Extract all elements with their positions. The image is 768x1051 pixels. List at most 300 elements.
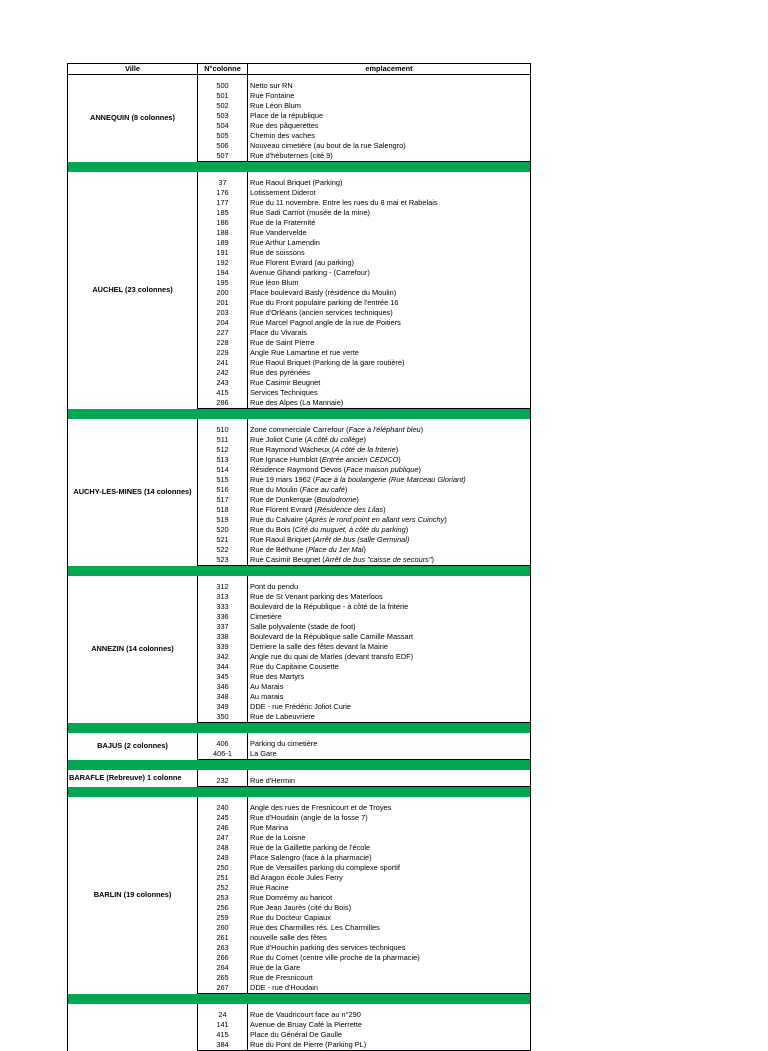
emplacement-text: nouvelle salle des fêtes [250, 933, 327, 942]
colonne-number: 511 [198, 435, 248, 445]
colonne-number: 415 [198, 1030, 248, 1040]
emplacement-cell [248, 465, 531, 475]
colonne-number: 243 [198, 378, 248, 388]
emplacement-note: Face à la boulangerie (Rue Marceau Gloriant) [315, 475, 466, 484]
emplacement-text: Rue d'Hermin [250, 776, 295, 785]
emplacement-text: Rue des Martyrs [250, 672, 305, 681]
colonne-number: 342 [198, 652, 248, 662]
emplacement-text: Salle polyvalente (stade de foot) [250, 622, 356, 631]
emplacement-cell [248, 923, 531, 933]
emplacement-note: Après le rond point en allant vers Cuinchy [307, 515, 445, 524]
colonne-number: 346 [198, 682, 248, 692]
colonne-number: 349 [198, 702, 248, 712]
emplacement-text: Place boulevard Basly (résidence du Moulin) [250, 288, 397, 297]
colonne-number: 517 [198, 495, 248, 505]
emplacement-end: ) [363, 545, 366, 554]
emplacement-cell [248, 813, 531, 823]
emplacement-text: Services Techniques [250, 388, 318, 397]
emplacement-cell [248, 378, 531, 388]
emplacement-cell [248, 652, 531, 662]
emplacement-cell [248, 883, 531, 893]
emplacement-text: Rue Ignace Humblot ( [250, 455, 322, 464]
emplacement-text: Rue du Moulin ( [250, 485, 303, 494]
emplacement-text: Rue du Bois ( [250, 525, 295, 534]
emplacement-cell [248, 973, 531, 983]
emplacement-text: Rue de la Gare [250, 963, 301, 972]
colonne-number: 200 [198, 288, 248, 298]
table-body [68, 75, 531, 1051]
colonne-number: 506 [198, 141, 248, 151]
emplacement-cell [248, 318, 531, 328]
emplacement-text: Rue des Alpes (La Mannaie) [250, 398, 344, 407]
colonne-number: 520 [198, 525, 248, 535]
colonne-number: 415 [198, 388, 248, 398]
emplacement-text: Rue de la Loisne [250, 833, 306, 842]
emplacement-cell [248, 535, 531, 545]
separator-row [68, 409, 531, 420]
emplacement-text: Rue Vandervelde [250, 228, 307, 237]
emplacement-cell [248, 495, 531, 505]
emplacement-text: Rue Casimir Beugnet ( [250, 555, 325, 564]
colonne-number: 245 [198, 813, 248, 823]
emplacement-text: Angle Rue Lamartine et rue verte [250, 348, 359, 357]
emplacement-text: Rue des pâquerettes [250, 121, 319, 130]
colonne-number: 350 [198, 712, 248, 723]
ville-cell: ANNEQUIN (8 colonnes) [68, 75, 198, 162]
colonne-number: 501 [198, 91, 248, 101]
colonne-number: 261 [198, 933, 248, 943]
emplacement-note: Résidence des Lilas [316, 505, 384, 514]
colonne-number: 516 [198, 485, 248, 495]
colonne-number: 523 [198, 555, 248, 566]
emplacement-end: ) [431, 555, 434, 564]
colonne-number: 333 [198, 602, 248, 612]
emplacement-cell [248, 298, 531, 308]
emplacement-cell [248, 368, 531, 378]
emplacement-text: Rue Léon Blum [250, 101, 301, 110]
emplacement-text: Rue de Saint Pierre [250, 338, 315, 347]
emplacement-cell [248, 388, 531, 398]
emplacement-text: Rue de Dunkerque ( [250, 495, 317, 504]
emplacement-cell [248, 91, 531, 101]
emplacement-cell [248, 268, 531, 278]
emplacement-end: ) [398, 455, 401, 464]
emplacement-cell [248, 505, 531, 515]
emplacement-cell [248, 475, 531, 485]
colonne-number: 240 [198, 803, 248, 813]
emplacement-text: Rue de Fresnicourt [250, 973, 313, 982]
emplacement-note: Place du 1er Mai [307, 545, 364, 554]
emplacement-cell [248, 338, 531, 348]
emplacement-text: Rue du 11 novembre. Entre les rues du 8 mai et Rabelais [250, 198, 438, 207]
emplacement-note: Face au café [302, 485, 345, 494]
emplacement-cell [248, 863, 531, 873]
colonne-number: 204 [198, 318, 248, 328]
emplacement-text: Rue Joliot Curie ( [250, 435, 308, 444]
emplacement-cell [248, 101, 531, 111]
emplacement-cell [248, 893, 531, 903]
emplacement-note: A côté du collège [307, 435, 364, 444]
emplacement-text: Rue Marcel Pagnol angle de la rue de Poitiers [250, 318, 401, 327]
emplacement-text: Rue de soissons [250, 248, 305, 257]
emplacement-cell [248, 632, 531, 642]
separator-row [68, 566, 531, 577]
emplacement-text: DDE - rue Frédéric Joliot Curie [250, 702, 352, 711]
emplacement-note: Arrêt de bus (salle Germinal) [314, 535, 410, 544]
emplacement-cell [248, 198, 531, 208]
emplacement-cell [248, 258, 531, 268]
emplacement-end: ) [383, 505, 386, 514]
emplacement-text: Rue Fontaine [250, 91, 295, 100]
colonne-number: 256 [198, 903, 248, 913]
colonne-number: 242 [198, 368, 248, 378]
emplacement-text: Rue d'Orléans (ancien services techniques) [250, 308, 393, 317]
emplacement-cell [248, 445, 531, 455]
emplacement-text: Place Salengro (face à la pharmacie) [250, 853, 372, 862]
emplacement-text: Rue de Labeuvriere [250, 712, 315, 721]
colonne-number: 500 [198, 81, 248, 91]
emplacement-cell [248, 288, 531, 298]
emplacement-cell [248, 545, 531, 555]
emplacement-cell [248, 248, 531, 258]
emplacement-cell [248, 121, 531, 131]
emplacement-text: Chemin des vaches [250, 131, 315, 140]
colonne-number: 406-1 [198, 749, 248, 760]
emplacement-text: Rue de Béthune ( [250, 545, 308, 554]
emplacement-text: Rue des pyrénées [250, 368, 310, 377]
emplacement-end: ) [344, 485, 348, 494]
colonne-number: 513 [198, 455, 248, 465]
emplacement-text: Rue Raoul Briquet (Parking) [250, 178, 343, 187]
emplacement-cell [248, 1030, 531, 1040]
colonne-number: 229 [198, 348, 248, 358]
emplacement-end: ) [395, 445, 399, 454]
emplacement-note: A côté de la friterie [334, 445, 396, 454]
colonne-number: 312 [198, 582, 248, 592]
colonne-number: 251 [198, 873, 248, 883]
emplacement-cell [248, 278, 531, 288]
emplacement-text: Rue de Versailles parking du complexe sportif [250, 863, 400, 872]
emplacement-text: Angle rue du quai de Marles (devant transfo EDF) [250, 652, 414, 661]
emplacement-text: Rue Raoul Briquet (Parking de la gare routière) [250, 358, 405, 367]
ville-cell: AUCHY-LES-MINES (14 colonnes) [68, 419, 198, 566]
emplacement-text: Rue de St Venant parking des Materloos [250, 592, 383, 601]
emplacement-text: Rue d'Houdain (angle de la fosse 7) [250, 813, 368, 822]
emplacement-text: Rue léon Blum [250, 278, 299, 287]
emplacement-text: Rue Jean Jaurès (cité du Bois) [250, 903, 352, 912]
emplacement-text: Avenue de Bruay Café la Pierrette [250, 1020, 363, 1029]
separator-row [68, 162, 531, 173]
emplacement-text: Boulevard de la République salle Camille Massart [250, 632, 414, 641]
emplacement-text: Rue Sadi Carnot (musée de la mine) [250, 208, 370, 217]
colonne-number: 510 [198, 425, 248, 435]
emplacement-cell [248, 983, 531, 994]
emplacement-text: Lotissement Diderot [250, 188, 316, 197]
emplacement-text: Rue du Cornet (centre ville proche de la pharmacie) [250, 953, 420, 962]
emplacement-cell [248, 776, 531, 787]
emplacement-cell [248, 702, 531, 712]
emplacement-cell [248, 348, 531, 358]
emplacement-cell [248, 238, 531, 248]
colonne-number: 37 [198, 178, 248, 188]
emplacement-cell [248, 188, 531, 198]
emplacement-text: Zone commerciale Carrefour ( [250, 425, 349, 434]
colonne-number: 195 [198, 278, 248, 288]
emplacement-text: Rue Florent Evrard ( [250, 505, 317, 514]
columns-table [67, 63, 531, 1051]
header-num: N°colonne [198, 64, 248, 75]
colonne-number: 507 [198, 151, 248, 162]
emplacement-text: Place du Vivarais [250, 328, 307, 337]
emplacement-text: Derriere la salle des fêtes devant la Mairie [250, 642, 389, 651]
colonne-number: 176 [198, 188, 248, 198]
colonne-number: 406 [198, 739, 248, 749]
colonne-number: 313 [198, 592, 248, 602]
emplacement-cell [248, 749, 531, 760]
emplacement-text: La Gare [250, 749, 277, 758]
emplacement-cell [248, 358, 531, 368]
emplacement-text: Avenue Ghandi parking - (Carrefour) [250, 268, 370, 277]
emplacement-cell [248, 712, 531, 723]
emplacement-text: Angle des rues de Fresnicourt et de Troyes [250, 803, 392, 812]
emplacement-end: ) [444, 515, 447, 524]
colonne-number: 259 [198, 913, 248, 923]
emplacement-text: Place de la république [250, 111, 324, 120]
ville-cell: ANNEZIN (14 colonnes) [68, 576, 198, 723]
colonne-number: 248 [198, 843, 248, 853]
ville-cell: BARLIN (19 colonnes) [68, 797, 198, 994]
header-row [68, 64, 531, 75]
emplacement-cell [248, 485, 531, 495]
emplacement-cell [248, 642, 531, 652]
colonne-number: 504 [198, 121, 248, 131]
emplacement-text: Rue du Docteur Capiaux [250, 913, 331, 922]
colonne-number: 260 [198, 923, 248, 933]
emplacement-text: Rue Casimir Beugnet [250, 378, 321, 387]
colonne-number: 203 [198, 308, 248, 318]
colonne-number: 522 [198, 545, 248, 555]
colonne-number: 348 [198, 692, 248, 702]
emplacement-text: Place du Général De Gaulle [250, 1030, 343, 1039]
emplacement-text: DDE - rue d'Houdain [250, 983, 318, 992]
emplacement-text: Rue Domrémy au haricot [250, 893, 333, 902]
emplacement-text: Rue du Front populaire parking de l'entrée 16 [250, 298, 399, 307]
emplacement-cell [248, 803, 531, 813]
emplacement-text: Bd Aragon école Jules Ferry [250, 873, 343, 882]
colonne-number: 201 [198, 298, 248, 308]
emplacement-cell [248, 525, 531, 535]
emplacement-cell [248, 1010, 531, 1020]
colonne-number: 177 [198, 198, 248, 208]
emplacement-cell [248, 662, 531, 672]
emplacement-text: Rue de Vaudricourt face au n°290 [250, 1010, 361, 1019]
separator-row [68, 723, 531, 734]
colonne-number: 286 [198, 398, 248, 409]
colonne-number: 247 [198, 833, 248, 843]
emplacement-text: Boulevard de la République - à côté de la friterie [250, 602, 409, 611]
separator-row [68, 760, 531, 771]
emplacement-cell [248, 208, 531, 218]
colonne-number: 514 [198, 465, 248, 475]
emplacement-text: Rue Arthur Lamendin [250, 238, 320, 247]
colonne-number: 191 [198, 248, 248, 258]
emplacement-cell [248, 151, 531, 162]
emplacement-cell [248, 692, 531, 702]
colonne-number: 263 [198, 943, 248, 953]
colonne-number: 241 [198, 358, 248, 368]
colonne-number: 264 [198, 963, 248, 973]
colonne-number: 250 [198, 863, 248, 873]
colonne-number: 519 [198, 515, 248, 525]
colonne-number: 253 [198, 893, 248, 903]
emplacement-cell [248, 853, 531, 863]
colonne-number: 188 [198, 228, 248, 238]
emplacement-text: Résidence Raymond Devos ( [250, 465, 347, 474]
emplacement-cell [248, 582, 531, 592]
emplacement-note: Face à l'éléphant bleu [348, 425, 421, 434]
emplacement-cell [248, 555, 531, 566]
emplacement-cell [248, 943, 531, 953]
colonne-number: 503 [198, 111, 248, 121]
emplacement-cell [248, 398, 531, 409]
ville-cell: BAJUS (2 colonnes) [68, 733, 198, 760]
emplacement-text: Rue de la Gaillette parking de l'école [250, 843, 371, 852]
emplacement-note: Boulodrome [316, 495, 357, 504]
colonne-number: 384 [198, 1040, 248, 1051]
emplacement-note: Cité du muguet, à côté du parking [294, 525, 406, 534]
colonne-number: 337 [198, 622, 248, 632]
colonne-number: 194 [198, 268, 248, 278]
emplacement-cell [248, 933, 531, 943]
colonne-number: 345 [198, 672, 248, 682]
emplacement-note: Face maison publique [346, 465, 419, 474]
separator-row [68, 787, 531, 798]
emplacement-text: Rue Florent Evrard (au parking) [250, 258, 354, 267]
colonne-number: 265 [198, 973, 248, 983]
emplacement-cell [248, 455, 531, 465]
emplacement-cell [248, 435, 531, 445]
emplacement-text: Rue Raoul Briquet ( [250, 535, 315, 544]
emplacement-cell [248, 425, 531, 435]
emplacement-cell [248, 178, 531, 188]
emplacement-note: Arrêt de bus "caisse de secours" [324, 555, 432, 564]
emplacement-text: Rue Raymond Wacheux ( [250, 445, 335, 454]
emplacement-cell [248, 592, 531, 602]
colonne-number: 228 [198, 338, 248, 348]
emplacement-text: Rue du Pont de Pierre (Parking PL) [250, 1040, 367, 1049]
emplacement-text: Rue d'Houchin parking des services techniques [250, 943, 406, 952]
emplacement-cell [248, 131, 531, 141]
colonne-number: 518 [198, 505, 248, 515]
colonne-number: 336 [198, 612, 248, 622]
emplacement-cell [248, 1020, 531, 1030]
emplacement-cell [248, 612, 531, 622]
separator-row [68, 994, 531, 1005]
colonne-number: 515 [198, 475, 248, 485]
emplacement-text: Rue Racine [250, 883, 289, 892]
emplacement-cell [248, 739, 531, 749]
emplacement-cell [248, 913, 531, 923]
colonne-number: 249 [198, 853, 248, 863]
colonne-number: 344 [198, 662, 248, 672]
emplacement-cell [248, 833, 531, 843]
emplacement-cell [248, 903, 531, 913]
emplacement-text: Rue d'hébuternes (cité 9) [250, 151, 333, 160]
emplacement-text: Rue des Charmilles rés. Les Charmilles [250, 923, 380, 932]
colonne-number: 252 [198, 883, 248, 893]
emplacement-note: Entrée ancien CEDICO [321, 455, 399, 464]
emplacement-cell [248, 963, 531, 973]
emplacement-text: Parking du cimetière [250, 739, 318, 748]
emplacement-end: ) [420, 425, 424, 434]
colonne-number: 186 [198, 218, 248, 228]
emplacement-cell [248, 1040, 531, 1051]
ville-cell [68, 1004, 198, 1051]
emplacement-text: Au Marais [250, 682, 284, 691]
emplacement-end: ) [418, 465, 421, 474]
emplacement-cell [248, 218, 531, 228]
emplacement-cell [248, 308, 531, 318]
colonne-number: 227 [198, 328, 248, 338]
colonne-number: 512 [198, 445, 248, 455]
emplacement-cell [248, 682, 531, 692]
colonne-number: 24 [198, 1010, 248, 1020]
colonne-number: 246 [198, 823, 248, 833]
colonne-number: 232 [198, 776, 248, 787]
colonne-number: 192 [198, 258, 248, 268]
emplacement-text: Netto sur RN [250, 81, 293, 90]
colonne-number: 338 [198, 632, 248, 642]
emplacement-cell [248, 823, 531, 833]
emplacement-cell [248, 602, 531, 612]
spreadsheet [67, 63, 530, 1051]
ville-cell: BARAFLE (Rebreuve) 1 colonne [68, 770, 198, 787]
emplacement-cell [248, 328, 531, 338]
colonne-number: 521 [198, 535, 248, 545]
emplacement-text: Au marais [250, 692, 284, 701]
emplacement-cell [248, 622, 531, 632]
emplacement-end: ) [356, 495, 359, 504]
colonne-number: 505 [198, 131, 248, 141]
emplacement-text: Rue du Capitaine Cousette [250, 662, 339, 671]
emplacement-cell [248, 81, 531, 91]
colonne-number: 141 [198, 1020, 248, 1030]
emplacement-text: Cimetière [250, 612, 282, 621]
emplacement-text: Rue de la Fraternité [250, 218, 316, 227]
emplacement-cell [248, 111, 531, 121]
colonne-number: 189 [198, 238, 248, 248]
colonne-number: 185 [198, 208, 248, 218]
emplacement-text: Pont du pendu [250, 582, 299, 591]
header-loc: emplacement [248, 64, 531, 75]
colonne-number: 266 [198, 953, 248, 963]
ville-cell: AUCHEL (23 colonnes) [68, 172, 198, 409]
emplacement-cell [248, 228, 531, 238]
header-ville: Ville [68, 64, 198, 75]
emplacement-cell [248, 672, 531, 682]
colonne-number: 339 [198, 642, 248, 652]
emplacement-text: Nouveau cimetière (au bout de la rue Salengro) [250, 141, 406, 150]
emplacement-cell [248, 843, 531, 853]
colonne-number: 267 [198, 983, 248, 994]
emplacement-cell [248, 873, 531, 883]
emplacement-cell [248, 515, 531, 525]
emplacement-text: Rue Marina [250, 823, 289, 832]
emplacement-text: Rue 19 mars 1962 ( [250, 475, 316, 484]
emplacement-cell [248, 953, 531, 963]
emplacement-end: ) [405, 525, 409, 534]
emplacement-cell [248, 141, 531, 151]
